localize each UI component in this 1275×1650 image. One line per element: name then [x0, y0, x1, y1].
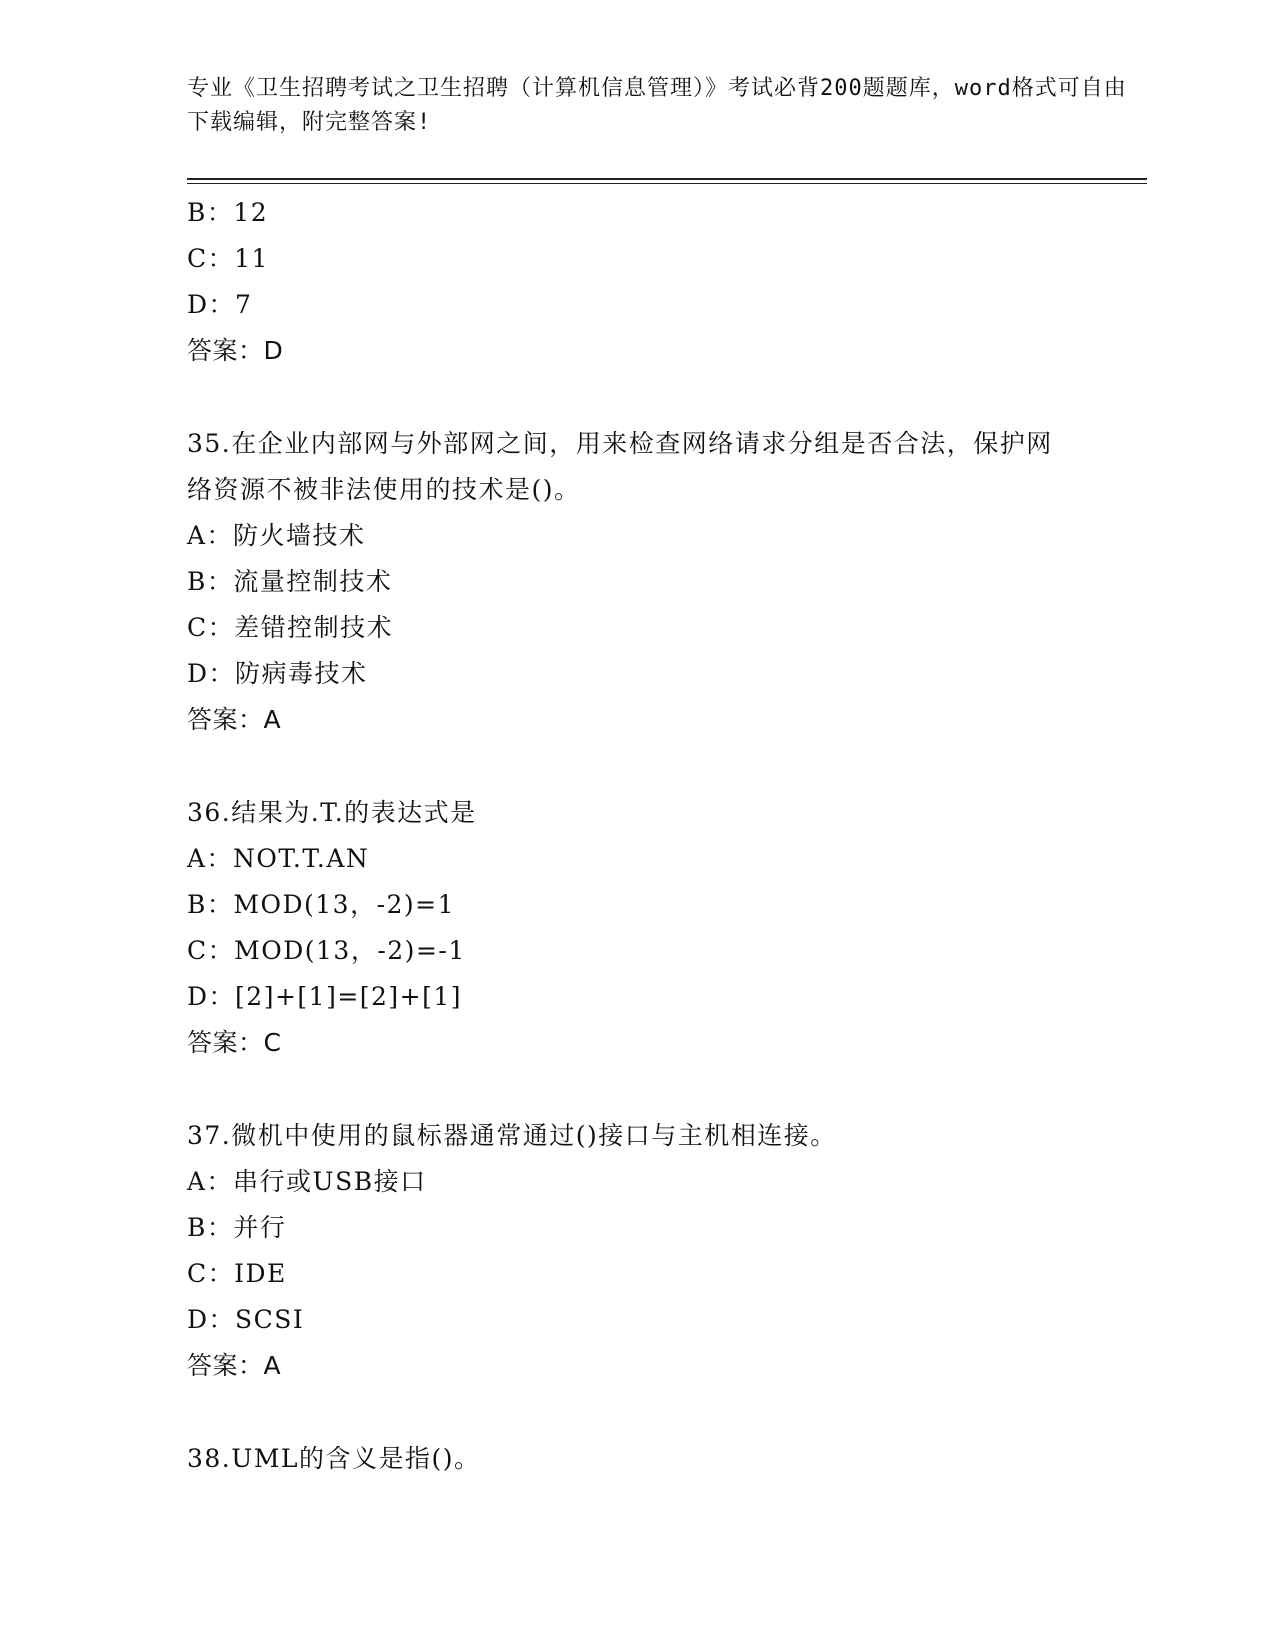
option-d: D：7: [187, 290, 253, 319]
header-divider: [187, 178, 1147, 184]
document-header: 专业《卫生招聘考试之卫生招聘（计算机信息管理）》考试必背200题题库，word格式可自由下载编辑，附完整答案!: [187, 76, 1127, 135]
option-b: B：12: [187, 198, 269, 227]
question-text: 35.在企业内部网与外部网之间，用来检查网络请求分组是否合法，保护网络资源不被非法使用的技术是()。: [187, 429, 1053, 504]
partial-question-block: [187, 190, 1147, 374]
option-c: C：MOD(13，-2)=-1: [187, 936, 466, 965]
option-c: C：IDE: [187, 1259, 287, 1288]
question-text: 38.UML的含义是指()。: [187, 1444, 481, 1473]
option-c: C：11: [187, 244, 269, 273]
answer-line: 答案：D: [187, 336, 284, 365]
question-38: [187, 1436, 1147, 1482]
option-b: B：流量控制技术: [187, 567, 393, 596]
question-text: 37.微机中使用的鼠标器通常通过()接口与主机相连接。: [187, 1121, 837, 1150]
option-d: D：SCSI: [187, 1305, 305, 1334]
option-b: B：并行: [187, 1213, 287, 1242]
option-a: A：防火墙技术: [187, 521, 366, 550]
option-c: C：差错控制技术: [187, 613, 394, 642]
question-36: [187, 790, 1147, 1066]
option-a: A：NOT.T.AN: [187, 844, 370, 873]
document-page: [187, 72, 1147, 1482]
question-37: [187, 1113, 1147, 1389]
option-b: B：MOD(13，-2)=1: [187, 890, 456, 919]
option-d: D：[2]+[1]=[2]+[1]: [187, 982, 463, 1011]
option-a: A：串行或USB接口: [187, 1167, 427, 1196]
answer-line: 答案：A: [187, 705, 282, 734]
document-body: [187, 190, 1147, 1482]
answer-line: 答案：A: [187, 1351, 282, 1380]
answer-line: 答案：C: [187, 1028, 282, 1057]
question-35: [187, 421, 1147, 743]
option-d: D：防病毒技术: [187, 659, 368, 688]
question-text: 36.结果为.T.的表达式是: [187, 798, 477, 827]
